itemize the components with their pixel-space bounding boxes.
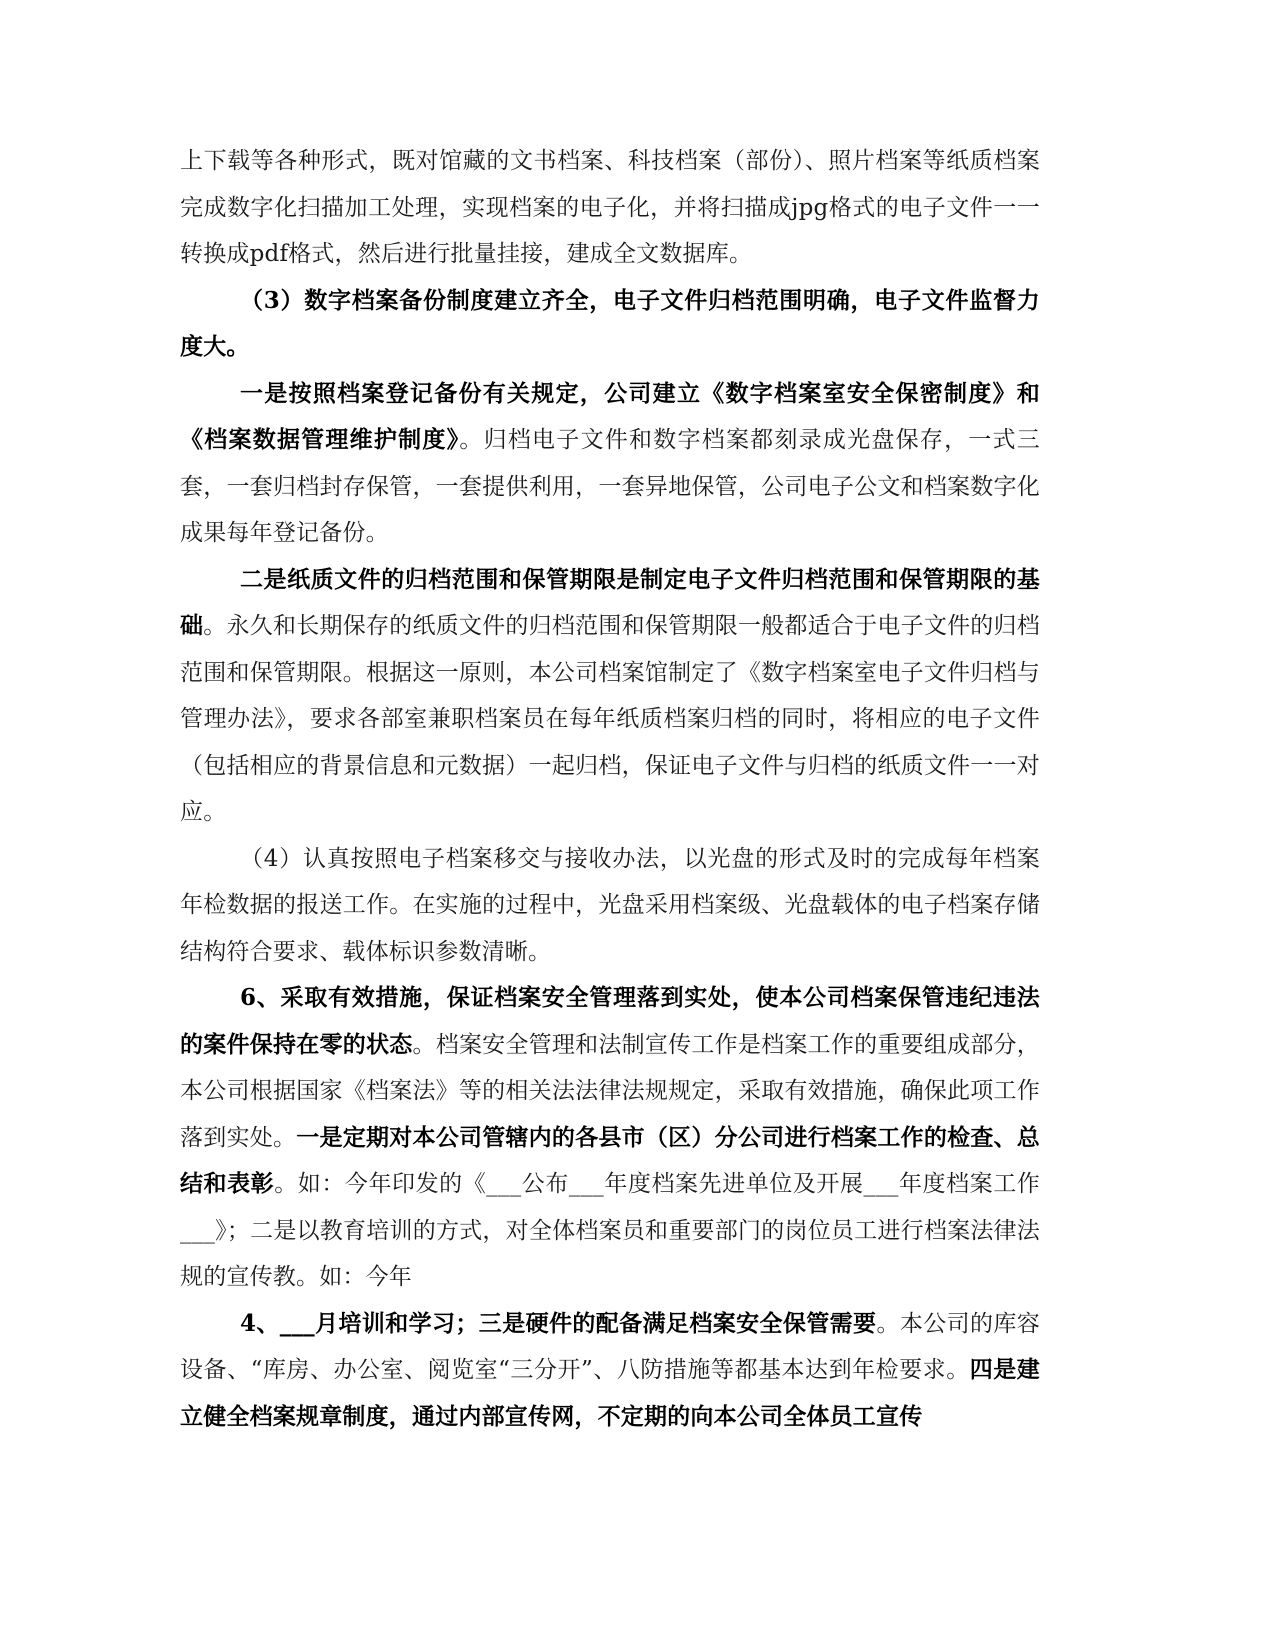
text-run: 上下载等各种形式，既对馆藏的文书档案、科技档案（部份）、照片档案等纸质档案完成数字化扫描加工处理，实现档案的电子化，并将扫描成jpg格式的电子文件一一转换成pdf格式，然后进行批量挂接，建成全文数据库。 <box>180 148 1040 267</box>
text-run: 。如：今年印发的《___公布___年度档案先进单位及开展___年度档案工作___》；二是以教育培训的方式，对全体档案员和重要部门的岗位员工进行档案法律法规的宣传教。如：今年 <box>180 1171 1040 1290</box>
paragraph-training <box>180 1301 1040 1441</box>
text-run-bold: 一是按照档案登记备份有关规定，公司建立《数字档案室安全保密制度》和《档案数据管理维护制度》 <box>180 379 1040 453</box>
text-run: 。归档电子文件和数字档案都刻录成光盘保存，一式三套，一套归档封存保管，一套提供利用，一套异地保管，公司电子公文和档案数字化成果每年登记备份。 <box>180 427 1040 546</box>
text-run-bold: 四是建立健全档案规章制度，通过内部宣传网，不定期的向本公司全体员工宣传 <box>180 1356 1040 1430</box>
text-run: 。本公司的库容设备、“库房、办公室、阅览室“三分开”、八防措施等都基本达到年检要求。 <box>180 1310 1040 1383</box>
text-run-bold: 二是纸质文件的归档范围和保管期限是制定电子文件归档范围和保管期限的基础 <box>180 565 1040 639</box>
text-run: 。档案安全管理和法制宣传工作是档案工作的重要组成部分，本公司根据国家《档案法》等的相关法法律法规规定，采取有效措施，确保此项工作落到实处。 <box>180 1031 1041 1151</box>
text-run-bold: 6、采取有效措施，保证档案安全管理落到实处，使本公司档案保管违纪违法的案件保持在零的状态 <box>180 984 1040 1058</box>
text-run-bold: （3）数字档案备份制度建立齐全，电子文件归档范围明确，电子文件监督力度大。 <box>180 286 1040 360</box>
paragraph-transfer <box>180 836 1040 976</box>
text-run-bold: 4、___月培训和学习；三是硬件的配备满足档案安全保管需要 <box>240 1309 877 1337</box>
paragraph-digitization <box>180 138 1040 278</box>
paragraph-backup-system <box>180 371 1040 557</box>
paragraph-security-measures <box>180 975 1040 1301</box>
text-run: 。永久和长期保存的纸质文件的归档范围和保管期限一般都适合于电子文件的归档范围和保管期限。根据这一原则，本公司档案馆制定了《数字档案室电子文件归档与管理办法》，要求各部室兼职档案员在每年纸质档案归档的同时，将相应的电子文件（包括相应的背景信息和元数据）一起归档，保证电子文件与归档的纸质文件一一对应。 <box>180 613 1040 825</box>
paragraph-backup-heading <box>180 278 1040 371</box>
text-run: （4）认真按照电子档案移交与接收办法，以光盘的形式及时的完成每年档案年检数据的报送工作。在实施的过程中，光盘采用档案级、光盘载体的电子档案存储结构符合要求、载体标识参数清晰。 <box>180 845 1040 965</box>
text-run-bold: 一是定期对本公司管辖内的各县市（区）分公司进行档案工作的检查、总结和表彰 <box>180 1123 1041 1197</box>
document-page <box>180 138 1040 1440</box>
paragraph-archiving-scope <box>180 557 1040 836</box>
